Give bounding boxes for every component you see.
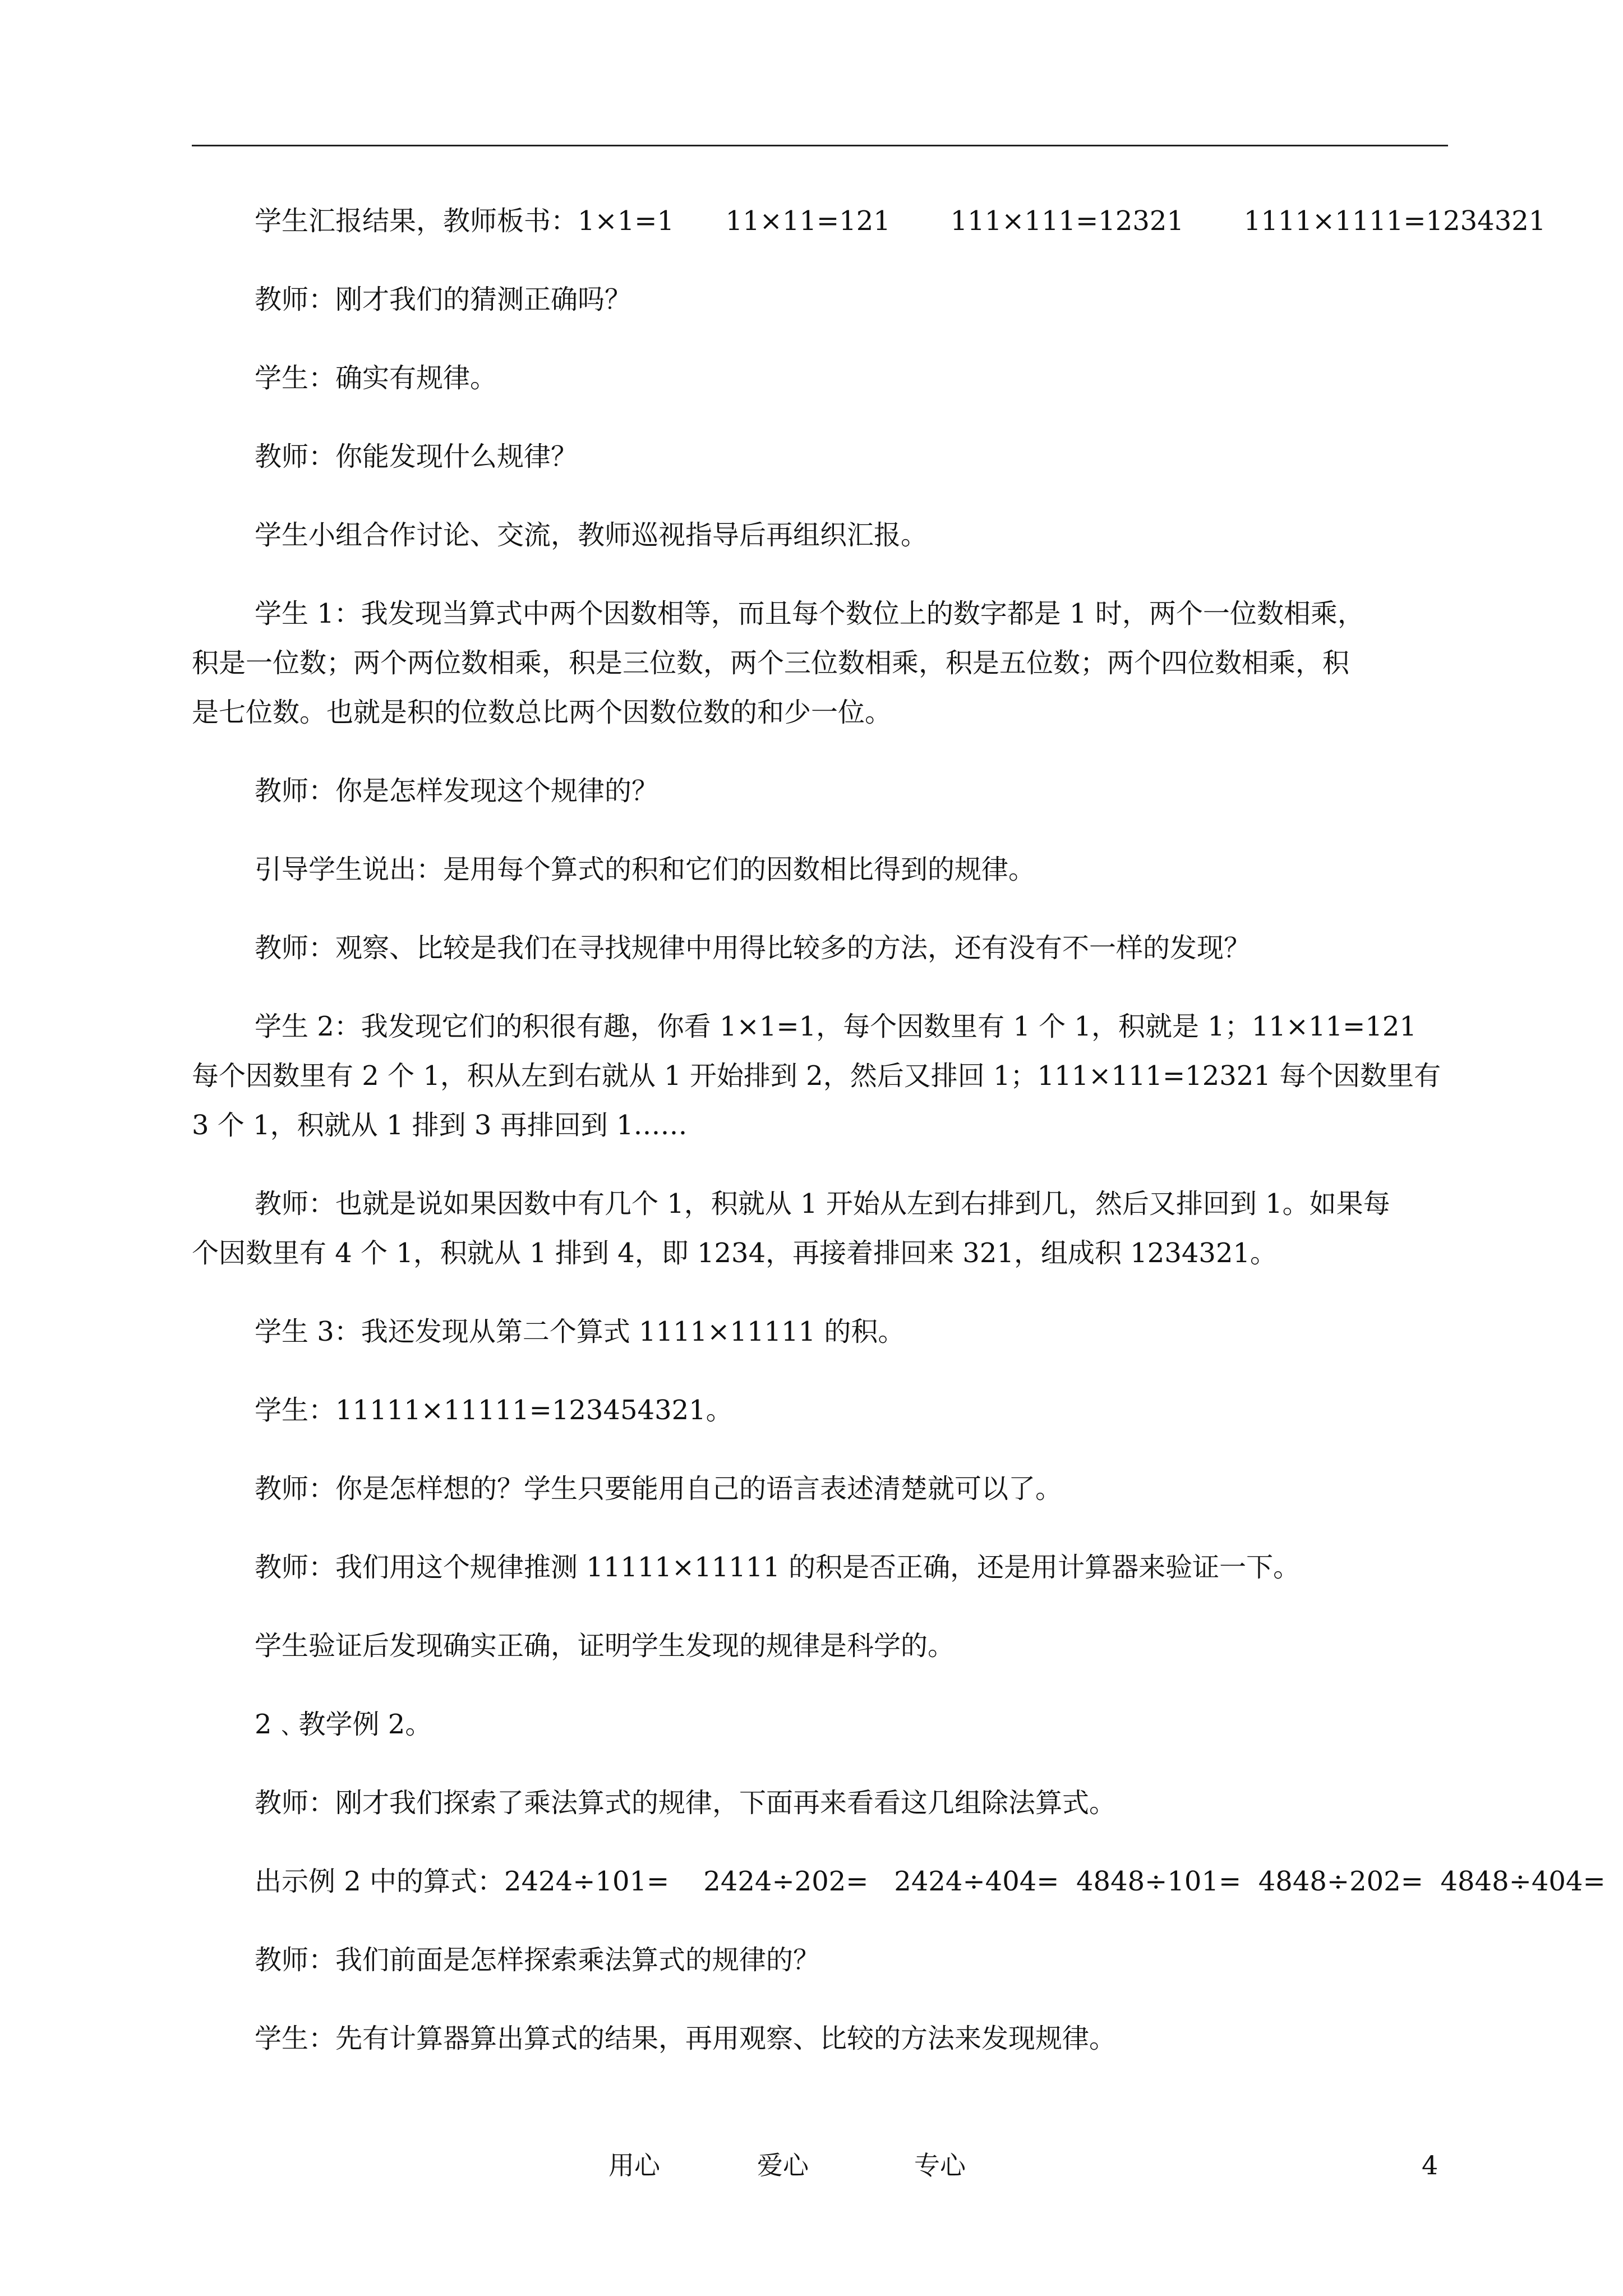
paragraph-line: 学生 2：我发现它们的积很有趣，你看 1×1=1，每个因数里有 1 个 1，积就是 1；11×11=121 [255,1011,1417,1042]
paragraph-teacher-division: 教师：刚才我们探索了乘法算式的规律，下面再来看看这几组除法算式。 [255,1787,1117,1819]
paragraph-line: 积是一位数；两个两位数相乘，积是三位数，两个三位数相乘，积是五位数；两个四位数相乘，积 [192,647,1350,679]
paragraph-student-reply: 学生：确实有规律。 [255,362,497,394]
paragraph-teacher-how: 教师：你是怎样发现这个规律的？ [255,775,659,807]
paragraph-teacher-how-think: 教师：你是怎样想的？学生只要能用自己的语言表述清楚就可以了。 [255,1473,1063,1504]
paragraph-board-results: 学生汇报结果，教师板书：1×1=1 11×11=121 111×111=12321 1111×1111=1234321 [255,205,1546,237]
paragraph-student-answer: 学生：11111×11111=123454321。 [255,1395,733,1426]
paragraph-line: 个因数里有 4 个 1，积就从 1 排到 4，即 1234，再接着排回来 321，组成积 1234321。 [192,1237,1278,1269]
paragraph-student-3: 学生 3：我还发现从第二个算式 1111×11111 的积。 [255,1316,905,1347]
paragraph-student-method: 学生：先有计算器算出算式的结果，再用观察、比较的方法来发现规律。 [255,2023,1117,2054]
paragraph-teacher-ask-pattern: 教师：你能发现什么规律？ [255,441,578,472]
paragraph-teacher-verify: 教师：我们用这个规律推测 11111×11111 的积是否正确，还是用计算器来验证一下。 [255,1552,1301,1583]
paragraph-line: 是七位数。也就是积的位数总比两个因数位数的和少一位。 [192,697,892,728]
paragraph-guide-students: 引导学生说出：是用每个算式的积和它们的因数相比得到的规律。 [255,854,1036,885]
footer-word: 专心 [914,2150,966,2180]
paragraph-line: 学生 1：我发现当算式中两个因数相等，而且每个数位上的数字都是 1 时，两个一位数相乘， [255,598,1364,629]
paragraph-teacher-method: 教师：我们前面是怎样探索乘法算式的规律的？ [255,1944,820,1976]
paragraph-line: 3 个 1，积就从 1 排到 3 再排回到 1…… [192,1110,688,1141]
paragraph-line: 每个因数里有 2 个 1，积从左到右就从 1 开始排到 2，然后又排回 1；111×111=12321 每个因数里有 [192,1060,1441,1092]
page-number: 4 [1422,2150,1438,2180]
paragraph-line: 教师：也就是说如果因数中有几个 1，积就从 1 开始从左到右排到几，然后又排回到 1。如果每 [255,1188,1390,1220]
paragraph-teacher-observe: 教师：观察、比较是我们在寻找规律中用得比较多的方法，还有没有不一样的发现？ [255,932,1251,964]
paragraph-teacher-question: 教师：刚才我们的猜测正确吗？ [255,284,632,315]
paragraph-division-expressions: 出示例 2 中的算式：2424÷101= 2424÷202= 2424÷404= 4848÷101= 4848÷202= 4848÷404= [255,1866,1606,1897]
footer-word: 用心 [608,2150,660,2180]
paragraph-verified: 学生验证后发现确实正确，证明学生发现的规律是科学的。 [255,1630,955,1662]
footer-word: 爱心 [757,2150,809,2180]
header-rule [192,145,1448,146]
paragraph-group-discussion: 学生小组合作讨论、交流，教师巡视指导后再组织汇报。 [255,519,928,551]
section-heading-example-2: 2﹑教学例 2。 [255,1709,432,1740]
